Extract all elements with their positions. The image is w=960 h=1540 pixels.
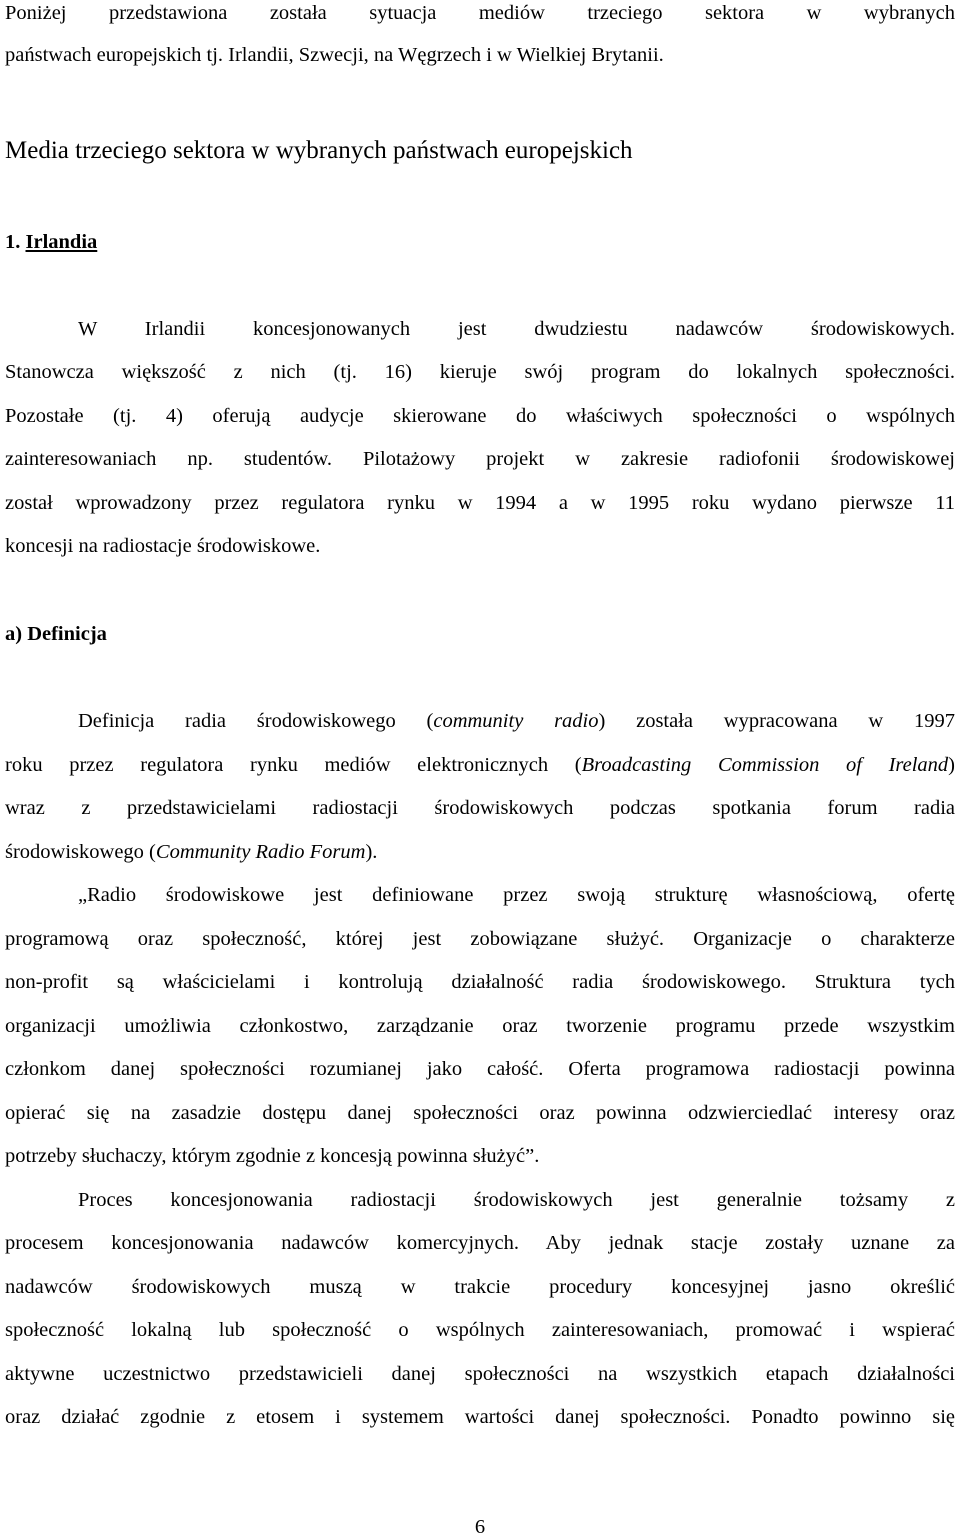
- paragraph-line: Pozostałe (tj. 4) oferują audycje skierowane do właściwych społeczności o wspólnych: [5, 405, 955, 427]
- quote-line: potrzeby słuchaczy, którym zgodnie z koncesją powinna służyć”.: [5, 1145, 540, 1167]
- quote-line: programową oraz społeczność, której jest zobowiązane służyć. Organizacje o charakterze: [5, 928, 955, 950]
- intro-line: Poniżej przedstawiona została sytuacja mediów trzeciego sektora w wybranych: [5, 2, 955, 24]
- paragraph-line: [78, 708, 955, 734]
- paragraph-line: Stanowcza większość z nich (tj. 16) kieruje swój program do lokalnych społeczności.: [5, 361, 955, 383]
- paragraph-line: aktywne uczestnictwo przedstawicieli danej społeczności na wszystkich etapach działalności: [5, 1363, 955, 1385]
- page-number: 6: [474, 1516, 486, 1538]
- quote-line: członkom danej społeczności rozumianej jako całość. Oferta programowa radiostacji powinna: [5, 1058, 955, 1080]
- quote-line: opierać się na zasadzie dostępu danej społeczności oraz powinna odzwierciedlać interesy oraz: [5, 1102, 955, 1124]
- subsection-number: 1.: [5, 231, 21, 253]
- text-run: ): [948, 754, 955, 776]
- paragraph-line: [5, 752, 955, 778]
- quote-line: organizacji umożliwia członkostwo, zarządzanie oraz tworzenie programu przede wszystkim: [5, 1015, 955, 1037]
- italic-term: Community Radio Forum: [155, 841, 366, 863]
- italic-term: Broadcasting Commission of Ireland: [581, 754, 949, 776]
- paragraph-line: wraz z przedstawicielami radiostacji środowiskowych podczas spotkania forum radia: [5, 797, 955, 819]
- subsection-heading: a) Definicja: [5, 623, 107, 645]
- paragraph-line: został wprowadzony przez regulatora rynku w 1994 a w 1995 roku wydano pierwsze 11: [5, 492, 955, 514]
- paragraph-line: zainteresowaniach np. studentów. Pilotażowy projekt w zakresie radiofonii środowiskowej: [5, 448, 955, 470]
- paragraph-line: procesem koncesjonowania nadawców komercyjnych. Aby jednak stacje zostały uznane za: [5, 1232, 955, 1254]
- quote-line: „Radio środowiskowe jest definiowane przez swoją strukturę własnościową, ofertę: [78, 884, 955, 906]
- text-run: Definicja radia środowiskowego (: [78, 710, 434, 732]
- italic-term: community radio: [433, 710, 599, 732]
- paragraph-line: [5, 839, 955, 865]
- text-run: ) została wypracowana w 1997: [598, 710, 955, 732]
- paragraph-line: społeczność lokalną lub społeczność o wspólnych zainteresowaniach, promować i wspierać: [5, 1319, 955, 1341]
- paragraph-line: W Irlandii koncesjonowanych jest dwudziestu nadawców środowiskowych.: [78, 318, 955, 340]
- paragraph-line: koncesji na radiostacje środowiskowe.: [5, 535, 321, 557]
- text-run: roku przez regulatora rynku mediów elektronicznych (: [5, 754, 582, 776]
- subsection-heading: [5, 229, 97, 255]
- quote-line: non-profit są właścicielami i kontrolują działalność radia środowiskowego. Struktura tych: [5, 971, 955, 993]
- text-run: środowiskowego (: [5, 841, 156, 863]
- text-run: ).: [365, 841, 378, 863]
- intro-line: państwach europejskich tj. Irlandii, Szwecji, na Węgrzech i w Wielkiej Brytanii.: [5, 44, 664, 66]
- paragraph-line: oraz działać zgodnie z etosem i systemem wartości danej społeczności. Ponadto powinno się: [5, 1406, 955, 1428]
- section-title: Media trzeciego sektora w wybranych państwach europejskich: [5, 137, 633, 164]
- subsection-title: Irlandia: [25, 231, 98, 253]
- paragraph-line: Proces koncesjonowania radiostacji środowiskowych jest generalnie tożsamy z: [78, 1189, 955, 1211]
- paragraph-line: nadawców środowiskowych muszą w trakcie procedury koncesyjnej jasno określić: [5, 1276, 955, 1298]
